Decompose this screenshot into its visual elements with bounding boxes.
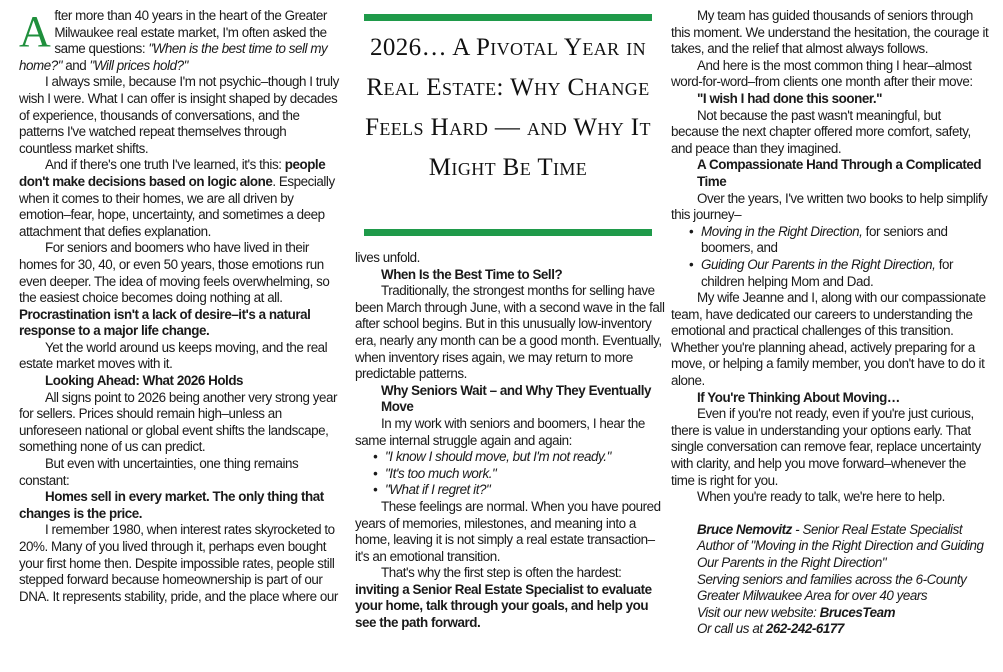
quote: "Will prices hold?" bbox=[89, 57, 188, 73]
text: and bbox=[62, 57, 90, 73]
paragraph bbox=[355, 565, 665, 631]
paragraph: Even if you're not ready, even if you're just curious, there is value in understanding your options early. That single conversation can remove fear, replace uncertainty with clarity, and help you move forward–whenever the time is right for you. bbox=[671, 406, 981, 488]
phone-number: 262-242-6177 bbox=[765, 621, 844, 637]
spacer bbox=[671, 506, 991, 522]
column-3 bbox=[671, 8, 991, 638]
list-item bbox=[701, 224, 991, 257]
title-bottom-rule bbox=[364, 229, 652, 236]
website-line bbox=[697, 605, 991, 622]
service-area: Serving seniors and families across the 6-County Greater Milwaukee Area for over 40 years bbox=[697, 571, 967, 604]
title-top-rule bbox=[364, 14, 652, 21]
section-heading: When Is the Best Time to Sell? bbox=[381, 266, 563, 282]
signature-block bbox=[671, 522, 991, 638]
column-2 bbox=[355, 250, 665, 632]
paragraph: Yet the world around us keeps moving, and the real estate market moves with it. bbox=[19, 339, 328, 372]
paragraph: I always smile, because I'm not psychic–though I truly wish I were. What I can offer is insight shaped by decades of experience, thousands of conversations, and the patterns I've watched repeat themselves through countless market shifts. bbox=[19, 74, 339, 156]
section-heading: A Compassionate Hand Through a Complicated Time bbox=[697, 157, 982, 189]
quote-list bbox=[355, 449, 665, 499]
quote: "When is the best time to sell my home?" bbox=[19, 41, 328, 73]
paragraph: Traditionally, the strongest months for selling have been March through June, with a second wave in the fall after school begins. But in this unusually low-inventory era, nearly any month can be a good month. Eventually, when inventory rises again, we may return to more predictable patterns. bbox=[355, 283, 665, 382]
list-item bbox=[701, 257, 991, 290]
text: That's why the first step is often the hardest: bbox=[381, 565, 622, 581]
bold-text: Procrastination isn't a lack of desire–it's a natural response to a major life change. bbox=[19, 306, 311, 339]
text: . Especially when it comes to their homes, we are all driven by emotion–fear, hope, uncertainty, and sometimes a deep attachment that defies explanation. bbox=[19, 173, 335, 239]
website: BrucesTeam bbox=[819, 604, 896, 620]
text: for seniors and boomers, and bbox=[701, 223, 948, 256]
book-title: Moving in the Right Direction, bbox=[701, 223, 863, 239]
section-heading: Looking Ahead: What 2026 Holds bbox=[45, 373, 244, 389]
text: for children helping Mom and Dad. bbox=[701, 256, 954, 289]
phone-line bbox=[697, 621, 991, 638]
paragraph-bold: "I wish I had done this sooner." bbox=[697, 90, 883, 106]
author-name: Bruce Nemovitz bbox=[697, 521, 792, 537]
text: Or call us at bbox=[697, 621, 766, 637]
paragraph: My team has guided thousands of seniors through this moment. We understand the hesitation, the courage it takes, and the relief that almost always follows. bbox=[671, 8, 989, 57]
section-heading: If You're Thinking About Moving… bbox=[697, 389, 900, 405]
text: fter more than 40 years in the heart of the Greater Milwaukee real estate market, I'm often asked the same questions: bbox=[54, 8, 327, 57]
section-heading: Why Seniors Wait – and Why They Eventually Move bbox=[381, 382, 652, 415]
column-1 bbox=[19, 8, 339, 605]
paragraph: These feelings are normal. When you have poured years of memories, milestones, and meaning into a home, leaving it is not simply a real estate transaction–it's an emotional transition. bbox=[355, 498, 661, 564]
paragraph bbox=[19, 157, 339, 240]
bold-text: inviting a Senior Real Estate Specialist to evaluate your home, talk through your goals, and help you see the path forward. bbox=[355, 581, 652, 631]
book-title: Guiding Our Parents in the Right Direction, bbox=[701, 256, 936, 272]
text: And if there's one truth I've learned, it's this: bbox=[45, 157, 285, 173]
author-title: - Senior Real Estate Specialist bbox=[791, 521, 963, 537]
signature-line bbox=[697, 522, 991, 539]
paragraph-bold: Homes sell in every market. The only thing that changes is the price. bbox=[19, 489, 324, 521]
title-box bbox=[364, 14, 652, 236]
paragraph: But even with uncertainties, one thing remains constant: bbox=[19, 456, 299, 488]
author-books: Author of "Moving in the Right Direction and Guiding Our Parents in the Right Direction" bbox=[697, 538, 984, 570]
paragraph: My wife Jeanne and I, along with our compassionate team, have dedicated our careers to understanding the emotional and practical challenges of this transition. Whether you're planning ahead, actively preparing for a move, or helping a family member, you don't have to do it alone. bbox=[671, 290, 986, 389]
paragraph: lives unfold. bbox=[355, 250, 420, 265]
drop-cap: A bbox=[19, 7, 51, 56]
book-list bbox=[671, 224, 991, 290]
paragraph bbox=[19, 240, 339, 340]
list-item: • "It's too much work." bbox=[385, 466, 665, 483]
paragraph bbox=[19, 8, 339, 74]
text: Visit our new website: bbox=[697, 604, 820, 620]
paragraph: I remember 1980, when interest rates skyrocketed to 20%. Many of you lived through it, perhaps even bought your first home then. Despite impossible rates, people still stepped forward because homeownership is part of our DNA. It represents stability, pride, and the place where our bbox=[19, 522, 338, 604]
paragraph: Not because the past wasn't meaningful, but because the next chapter offered more comfort, safety, and peace than they imagined. bbox=[671, 107, 971, 156]
text: For seniors and boomers who have lived in their homes for 30, 40, or even 50 years, those emotions run even deeper. The idea of moving feels overwhelming, so the easiest choice becomes doing nothing at all. bbox=[19, 240, 330, 306]
paragraph: In my work with seniors and boomers, I hear the same internal struggle again and again: bbox=[355, 415, 645, 448]
article-title: 2026… A Pivotal Year in Real Estate: Why Change Feels Hard — and Why It Might Be Time bbox=[365, 34, 651, 181]
paragraph: Over the years, I've written two books to help simplify this journey– bbox=[671, 190, 988, 223]
list-item: • "I know I should move, but I'm not ready." bbox=[385, 449, 665, 466]
paragraph: When you're ready to talk, we're here to help. bbox=[697, 489, 945, 505]
bold-text: people don't make decisions based on logic alone bbox=[19, 157, 326, 189]
paragraph: And here is the most common thing I hear–almost word-for-word–from clients one month after their move: bbox=[671, 57, 973, 90]
paragraph: All signs point to 2026 being another very strong year for sellers. Prices should remain high–unless an unforeseen national or global event shifts the landscape, something none of us can predict. bbox=[19, 389, 338, 455]
list-item: • "What if I regret it?" bbox=[385, 482, 665, 499]
